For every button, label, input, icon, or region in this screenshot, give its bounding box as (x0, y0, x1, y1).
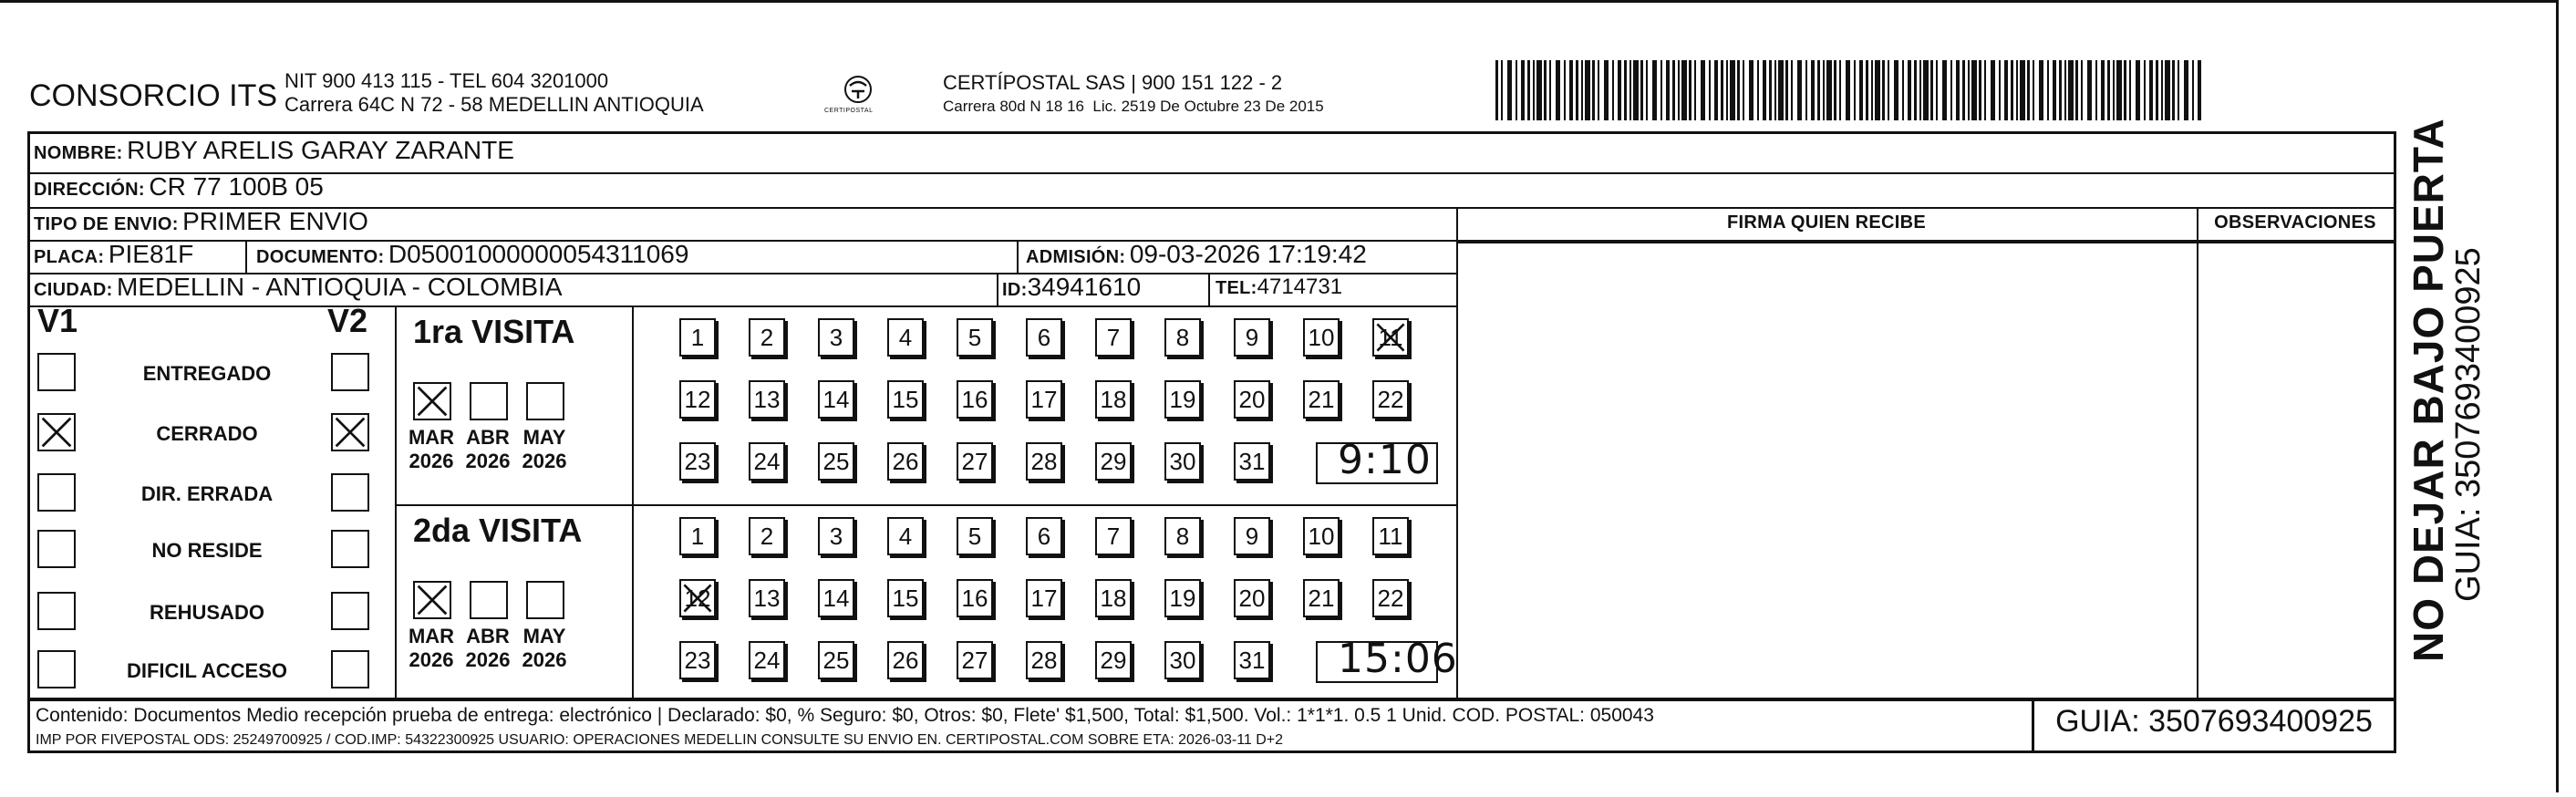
admision-value: 09-03-2026 17:19:42 (1129, 240, 1367, 268)
day-number: 26 (892, 647, 919, 674)
day-box[interactable] (1095, 517, 1132, 555)
status-label: ENTREGADO (142, 362, 272, 385)
month-checkbox[interactable] (470, 581, 508, 619)
day-number: 26 (892, 448, 919, 475)
day-box[interactable] (679, 641, 716, 679)
day-box[interactable] (1372, 318, 1409, 357)
id-value: 34941610 (1027, 273, 1142, 301)
tipo-envio-label: TIPO DE ENVIO: (34, 214, 179, 234)
carrier-info (943, 71, 1324, 119)
firma-label: FIRMA QUIEN RECIBE (1727, 212, 1926, 233)
day-box[interactable] (1026, 318, 1062, 357)
side-guia: GUIA: 3507693400925 (2449, 247, 2488, 602)
day-number: 13 (753, 585, 781, 612)
day-box[interactable] (957, 579, 993, 617)
day-number: 30 (1169, 647, 1196, 674)
day-box[interactable] (749, 641, 785, 679)
id-label: ID: (1002, 280, 1028, 300)
visit-time: 15:06 (1338, 636, 1458, 682)
month-year: 2026 (465, 648, 511, 671)
day-box[interactable] (1164, 318, 1201, 357)
status-v1-checkbox[interactable] (37, 530, 76, 568)
day-number: 5 (967, 523, 982, 550)
day-box[interactable] (1095, 579, 1132, 617)
barcode (1495, 60, 2207, 120)
day-box[interactable] (679, 517, 716, 555)
day-box[interactable] (887, 517, 924, 555)
day-box[interactable] (887, 579, 924, 617)
day-box[interactable] (1095, 318, 1132, 357)
day-box[interactable] (887, 318, 924, 357)
day-box[interactable] (1095, 641, 1132, 679)
day-number: 4 (898, 324, 913, 351)
admision-field (1026, 240, 1367, 269)
status-v1-checkbox[interactable] (37, 650, 76, 688)
month-label (517, 426, 572, 473)
status-label: REHUSADO (150, 601, 264, 624)
direccion-field (34, 172, 324, 202)
day-number: 14 (822, 585, 850, 612)
day-number: 28 (1030, 448, 1058, 475)
day-box[interactable] (1234, 579, 1270, 617)
day-box[interactable] (887, 380, 924, 419)
visit-time-box[interactable] (1316, 636, 1458, 683)
day-number: 2 (760, 324, 774, 351)
day-number: 20 (1238, 585, 1266, 612)
day-number: 7 (1106, 324, 1121, 351)
day-box[interactable] (1372, 517, 1409, 555)
month-name: MAR (408, 426, 455, 449)
company-name: CONSORCIO ITS (29, 78, 278, 113)
day-number: 10 (1308, 324, 1335, 351)
month-year: 2026 (465, 450, 511, 472)
day-number: 8 (1175, 523, 1190, 550)
day-number: 12 (684, 585, 711, 612)
tel-field (1216, 274, 1342, 300)
day-box[interactable] (1095, 442, 1132, 481)
day-box[interactable] (1164, 641, 1201, 679)
day-number: 8 (1175, 324, 1190, 351)
month-name: MAY (522, 625, 566, 647)
footer-box (27, 699, 2033, 753)
day-box[interactable] (1372, 380, 1409, 419)
day-number: 9 (1245, 523, 1259, 550)
day-number: 27 (961, 647, 988, 674)
status-label: DIFICIL ACCESO (126, 659, 287, 682)
nombre-value: RUBY ARELIS GARAY ZARANTE (127, 136, 514, 164)
day-box[interactable] (818, 641, 854, 679)
day-box[interactable] (679, 380, 716, 419)
day-number: 25 (822, 448, 850, 475)
nombre-label: NOMBRE: (34, 143, 123, 163)
day-number: 21 (1308, 386, 1335, 413)
day-number: 17 (1030, 585, 1058, 612)
carrier-license: Carrera 80d N 18 16 Lic. 2519 De Octubre 23 De 2015 (943, 98, 1324, 115)
day-number: 16 (961, 386, 988, 413)
day-number: 27 (961, 448, 988, 475)
x-check-icon (39, 415, 74, 450)
day-box[interactable] (887, 641, 924, 679)
day-number: 9 (1245, 324, 1259, 351)
status-v2-checkbox[interactable] (331, 473, 369, 512)
day-number: 3 (829, 324, 843, 351)
status-v2-checkbox[interactable] (331, 413, 369, 451)
day-number: 24 (753, 647, 781, 674)
month-checkbox[interactable] (413, 382, 451, 420)
day-number: 11 (1378, 324, 1403, 351)
placa-field (34, 240, 193, 269)
documento-label: DOCUMENTO: (256, 247, 385, 267)
day-number: 5 (967, 324, 982, 351)
month-label (460, 426, 515, 473)
v2-label: V2 (327, 302, 368, 339)
day-number: 30 (1169, 448, 1196, 475)
day-number: 4 (898, 523, 913, 550)
day-box[interactable] (679, 442, 716, 481)
day-number: 19 (1169, 585, 1196, 612)
day-number: 23 (684, 448, 711, 475)
day-box[interactable] (1164, 579, 1201, 617)
day-number: 29 (1100, 448, 1127, 475)
side-warning: NO DEJAR BAJO PUERTA (2405, 118, 2452, 662)
day-box[interactable] (957, 517, 993, 555)
day-number: 31 (1238, 647, 1266, 674)
ciudad-value: MEDELLIN - ANTIOQUIA - COLOMBIA (117, 273, 563, 301)
day-number: 15 (892, 386, 919, 413)
day-number: 7 (1106, 523, 1121, 550)
day-box[interactable] (1303, 579, 1340, 617)
tipo-envio-field (34, 207, 368, 236)
day-box[interactable] (749, 442, 785, 481)
day-number: 25 (822, 647, 850, 674)
day-number: 11 (1378, 523, 1403, 550)
month-name: ABR (466, 426, 510, 449)
visit-title: 2da VISITA (413, 512, 583, 549)
day-number: 22 (1377, 386, 1404, 413)
day-number: 24 (753, 448, 781, 475)
status-v2-checkbox[interactable] (331, 530, 369, 568)
day-box[interactable] (1303, 380, 1340, 419)
status-label: NO RESIDE (151, 539, 263, 562)
direccion-label: DIRECCIÓN: (34, 180, 145, 200)
day-box[interactable] (1372, 579, 1409, 617)
tel-value: 4714731 (1257, 274, 1343, 299)
day-box[interactable] (1164, 517, 1201, 555)
month-name: ABR (466, 625, 510, 647)
day-number: 29 (1100, 647, 1127, 674)
direccion-value: CR 77 100B 05 (149, 172, 324, 201)
tipo-envio-value: PRIMER ENVIO (182, 207, 368, 235)
day-box[interactable] (1234, 318, 1270, 357)
footer-print-line: IMP POR FIVEPOSTAL ODS: 25249700925 / COD.IMP: 54322300925 USUARIO: OPERACIONES MEDELLIN CONSULTE SU ENVIO EN. CERTIPOSTAL.COM SOBRE ETA: 2026-03-11 D+2 (36, 732, 1284, 748)
month-year: 2026 (409, 648, 454, 671)
day-number: 21 (1308, 585, 1335, 612)
nombre-field (34, 136, 514, 165)
day-number: 1 (690, 523, 705, 550)
day-number: 22 (1377, 585, 1404, 612)
placa-label: PLACA: (34, 247, 105, 267)
day-number: 1 (690, 324, 705, 351)
status-v1-checkbox[interactable] (37, 413, 76, 451)
visit-time-box[interactable] (1316, 437, 1438, 484)
day-number: 6 (1037, 523, 1051, 550)
day-number: 14 (822, 386, 850, 413)
day-number: 10 (1308, 523, 1335, 550)
day-number: 13 (753, 386, 781, 413)
day-number: 19 (1169, 386, 1196, 413)
id-field (1002, 273, 1141, 302)
day-number: 15 (892, 585, 919, 612)
month-checkbox[interactable] (413, 581, 451, 619)
visit-title: 1ra VISITA (413, 313, 575, 350)
month-year: 2026 (522, 648, 567, 671)
carrier-name: CERTÍPOSTAL SAS | 900 151 122 - 2 (943, 71, 1283, 94)
day-number: 16 (961, 585, 988, 612)
day-box[interactable] (1026, 442, 1062, 481)
day-box[interactable] (957, 380, 993, 419)
company-nit: NIT 900 413 115 - TEL 604 3201000 (284, 69, 609, 92)
day-box[interactable] (1303, 517, 1340, 555)
day-box[interactable] (749, 517, 785, 555)
day-box[interactable] (818, 318, 854, 357)
month-checkbox[interactable] (526, 382, 564, 420)
day-number: 3 (829, 523, 843, 550)
x-check-icon (415, 384, 450, 419)
signature-area[interactable] (1458, 245, 2195, 698)
day-number: 18 (1100, 386, 1127, 413)
status-v2-checkbox[interactable] (331, 353, 369, 391)
day-box[interactable] (1026, 380, 1062, 419)
day-box[interactable] (679, 579, 716, 617)
ciudad-label: CIUDAD: (34, 280, 113, 300)
status-v1-checkbox[interactable] (37, 473, 76, 512)
month-name: MAY (522, 426, 566, 449)
day-box[interactable] (1026, 517, 1062, 555)
month-checkbox[interactable] (526, 581, 564, 619)
day-box[interactable] (749, 380, 785, 419)
day-number: 6 (1037, 324, 1051, 351)
guia-box-text: GUIA: 3507693400925 (2055, 704, 2373, 739)
day-box[interactable] (1026, 641, 1062, 679)
day-box[interactable] (818, 442, 854, 481)
day-number: 2 (760, 523, 774, 550)
day-box[interactable] (1234, 517, 1270, 555)
footer-content-line: Contenido: Documentos Medio recepción prueba de entrega: electrónico | Declarado: $0, % Seguro: $0, Otros: $0, Flete' $1,500, Total: $1,500. Vol.: 1*1*1. 0.5 1 Unid. COD. POSTAL: 050043 (36, 705, 1654, 726)
company-info (284, 69, 704, 117)
day-box[interactable] (749, 318, 785, 357)
day-box[interactable] (1026, 579, 1062, 617)
visit-time: 9:10 (1338, 437, 1432, 483)
status-label: CERRADO (156, 422, 258, 445)
day-number: 12 (684, 386, 711, 413)
x-check-icon (333, 415, 367, 450)
day-box[interactable] (1234, 641, 1270, 679)
day-number: 18 (1100, 585, 1127, 612)
day-box[interactable] (1303, 318, 1340, 357)
status-v1-checkbox[interactable] (37, 592, 76, 630)
month-label (404, 625, 459, 672)
documento-value: D05001000000054311069 (388, 240, 689, 268)
month-label (460, 625, 515, 672)
day-number: 23 (684, 647, 711, 674)
day-box[interactable] (1095, 380, 1132, 419)
day-box[interactable] (818, 579, 854, 617)
placa-value: PIE81F (108, 240, 194, 268)
admision-label: ADMISIÓN: (1026, 247, 1126, 267)
day-box[interactable] (1164, 380, 1201, 419)
day-box[interactable] (1234, 442, 1270, 481)
logo-text: CERTIPOSTAL (824, 108, 874, 114)
month-year: 2026 (409, 450, 454, 472)
status-label: DIR. ERRADA (140, 482, 274, 505)
day-number: 28 (1030, 647, 1058, 674)
month-year: 2026 (522, 450, 567, 472)
day-box[interactable] (749, 579, 785, 617)
day-box[interactable] (957, 318, 993, 357)
month-label (517, 625, 572, 672)
guia-box (2032, 699, 2396, 753)
day-box[interactable] (679, 318, 716, 357)
month-checkbox[interactable] (470, 382, 508, 420)
observations-area[interactable] (2198, 245, 2392, 698)
x-check-icon (415, 583, 450, 617)
month-label (404, 426, 459, 473)
ciudad-field (34, 273, 563, 302)
day-box[interactable] (818, 380, 854, 419)
day-box[interactable] (818, 517, 854, 555)
day-box[interactable] (957, 442, 993, 481)
day-box[interactable] (887, 442, 924, 481)
observaciones-label: OBSERVACIONES (2214, 212, 2376, 233)
status-v2-checkbox[interactable] (331, 592, 369, 630)
day-number: 31 (1238, 448, 1266, 475)
day-number: 17 (1030, 386, 1058, 413)
status-v2-checkbox[interactable] (331, 650, 369, 688)
documento-field (256, 240, 688, 269)
day-box[interactable] (1164, 442, 1201, 481)
v1-label: V1 (37, 302, 78, 339)
day-number: 20 (1238, 386, 1266, 413)
tel-label: TEL: (1216, 278, 1257, 298)
status-v1-checkbox[interactable] (37, 353, 76, 391)
day-box[interactable] (957, 641, 993, 679)
day-box[interactable] (1234, 380, 1270, 419)
company-address: Carrera 64C N 72 - 58 MEDELLIN ANTIOQUIA (284, 93, 704, 116)
month-name: MAR (408, 625, 455, 647)
